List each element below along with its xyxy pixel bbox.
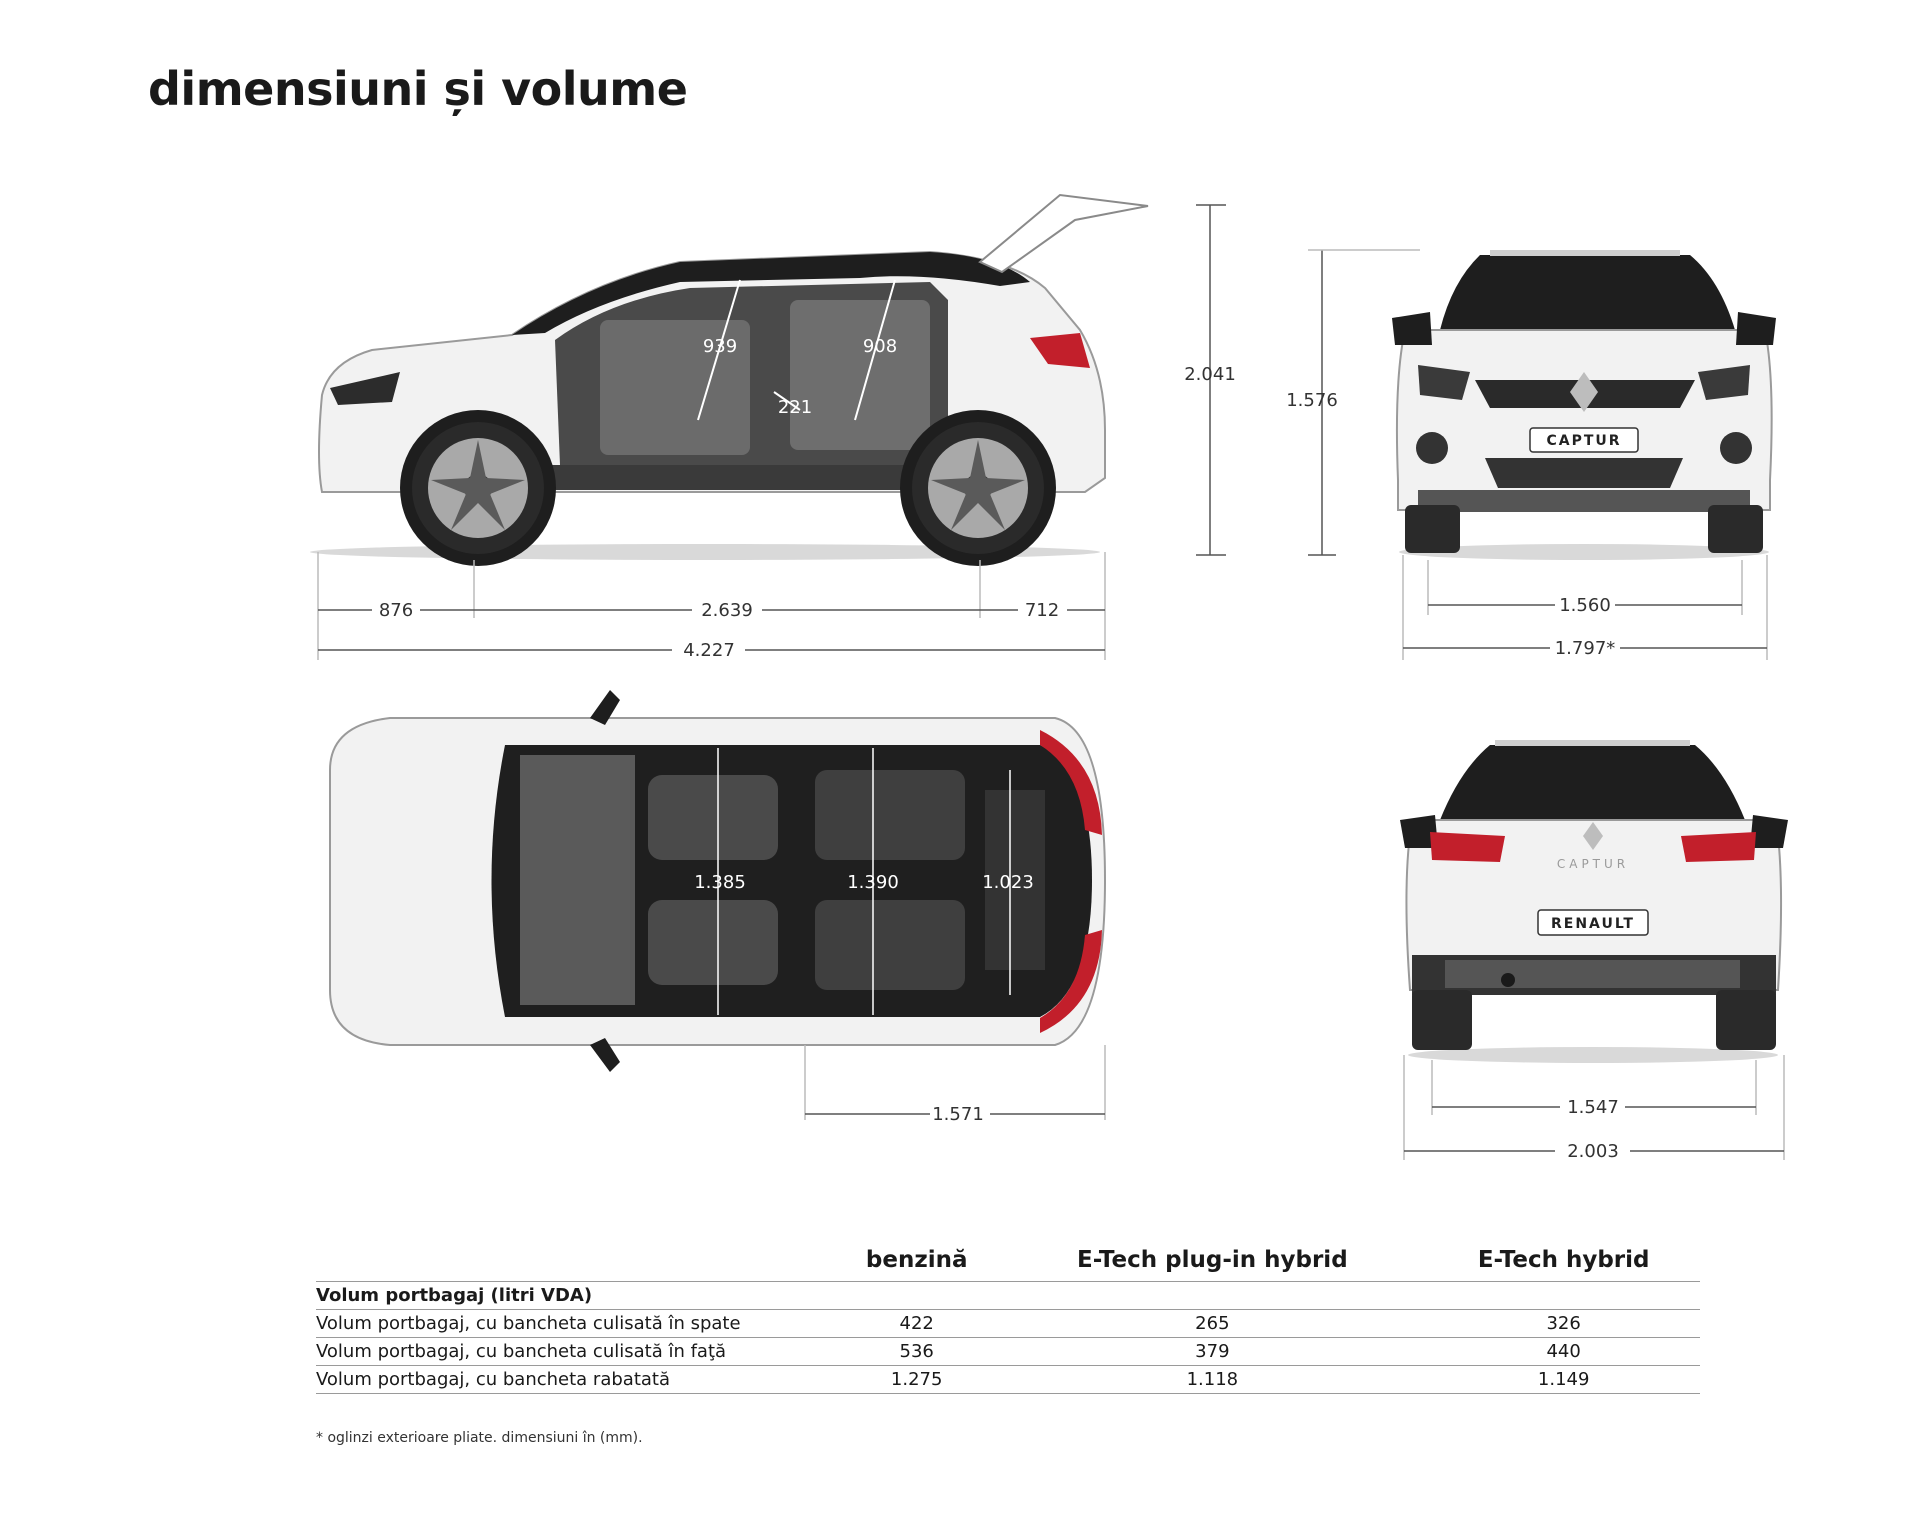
- table-group-row: [316, 1282, 1700, 1310]
- height-tailgate-label: 2.041: [1184, 364, 1236, 385]
- cell-value: 379: [997, 1338, 1427, 1366]
- rear-captur-script-badge: CAPTUR: [1556, 857, 1630, 871]
- side-view-illustration: [310, 195, 1148, 566]
- column-header-hybrid: E-Tech hybrid: [1477, 1247, 1650, 1273]
- front-captur-badge: CAPTUR: [1546, 433, 1622, 449]
- rear-length-label: 1.571: [932, 1104, 984, 1125]
- cell-value: 422: [836, 1310, 997, 1338]
- rear-renault-badge: RENAULT: [1551, 916, 1635, 932]
- width-folded-label: 1.797*: [1554, 638, 1616, 659]
- cell-value: 1.149: [1427, 1366, 1700, 1394]
- boot-volume-table: [316, 1245, 1700, 1394]
- row-label: Volum portbagaj, cu bancheta culisată în faţă: [316, 1338, 836, 1366]
- group-label: Volum portbagaj (litri VDA): [316, 1282, 1700, 1310]
- table-header-row: [316, 1245, 1700, 1282]
- page-title: dimensiuni și volume: [148, 62, 688, 116]
- column-header-plugin-hybrid: E-Tech plug-in hybrid: [1077, 1247, 1348, 1273]
- cell-value: 440: [1427, 1338, 1700, 1366]
- footnote: * oglinzi exterioare pliate. dimensiuni în (mm).: [316, 1430, 643, 1446]
- width-open-label: 2.003: [1567, 1141, 1619, 1162]
- cell-value: 536: [836, 1338, 997, 1366]
- rear-overhang-label: 712: [1024, 600, 1060, 621]
- headroom-rear-label: 908: [862, 336, 898, 357]
- front-overhang-label: 876: [378, 600, 414, 621]
- front-elbow-width-label: 1.385: [694, 872, 746, 893]
- cell-value: 1.275: [836, 1366, 997, 1394]
- front-view-illustration: [1392, 250, 1776, 560]
- boot-width-label: 1.023: [982, 872, 1034, 893]
- cell-value: 1.118: [997, 1366, 1427, 1394]
- table-row: [316, 1338, 1700, 1366]
- cell-value: 326: [1427, 1310, 1700, 1338]
- rear-view-illustration: [1400, 740, 1788, 1063]
- front-track-label: 1.560: [1559, 595, 1611, 616]
- row-label: Volum portbagaj, cu bancheta culisată în spate: [316, 1310, 836, 1338]
- rear-elbow-width-label: 1.390: [847, 872, 899, 893]
- cell-value: 265: [997, 1310, 1427, 1338]
- knee-room-label: 221: [777, 397, 813, 418]
- column-header-benzina: benzină: [865, 1247, 968, 1273]
- headroom-front-label: 939: [702, 336, 738, 357]
- table-row: [316, 1366, 1700, 1394]
- height-label: 1.576: [1286, 390, 1338, 411]
- length-label: 4.227: [683, 640, 735, 661]
- table-row: [316, 1310, 1700, 1338]
- rear-track-label: 1.547: [1567, 1097, 1619, 1118]
- wheelbase-label: 2.639: [701, 600, 753, 621]
- row-label: Volum portbagaj, cu bancheta rabatată: [316, 1366, 836, 1394]
